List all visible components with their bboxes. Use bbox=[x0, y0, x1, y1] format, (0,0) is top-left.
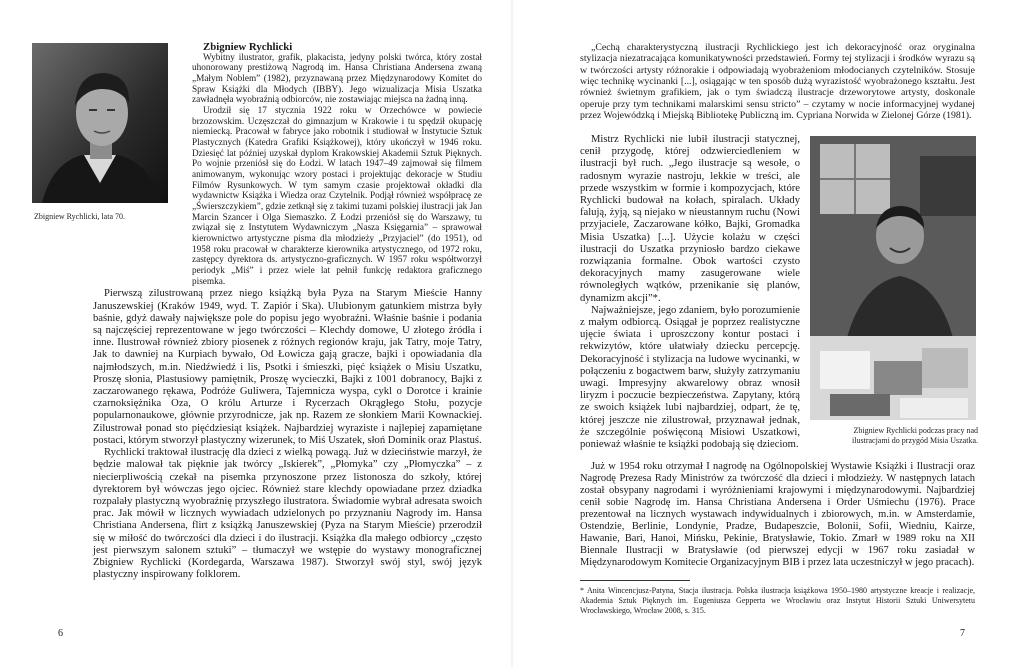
working-photo-caption: Zbigniew Rychlicki podczas pracy nad ilustracjami do przygód Misia Uszatka. bbox=[852, 426, 978, 445]
paragraph: Najważniejsze, jego zdaniem, było porozumienie z małym odbiorcą. Osiągał je poprzez realistyczne ujęcie świata i uproszczony kontur postaci i rekwizytów, które ułatwiały dziecku percepcję. Dekoracyjność i stylizacja na ludowe wycinanki, w połączeniu z bogactwem barw, służyły zatrzymaniu uwagi. Impresyjny akwarelowy obraz wnosił liryzm i poczucie bezpieczeństwa. Zapytany, którą ze swoich książek lubi najbardziej, odpart, że tę, której jeszcze nie zilustrował, przyznawał jednak, że szczególnie poświęconą Misiowi Uszatkowi, ponieważ właśnie te książki podobają się dzieciom. bbox=[580, 304, 800, 451]
page-number-left: 6 bbox=[58, 628, 63, 639]
footnote: * Anita Wincencjusz-Patyna, Stacja ilustracja. Polska ilustracja książkowa 1950–1980 artystyczne kreacje i realizacje, Akademia Sztuk Pięknych im. Eugeniusza Gepperta we Wrocławiu oraz Instytut Historii Sztuki Uniwersytetu Wrocławskiego, Wrocław 2008, s. 315. bbox=[580, 586, 975, 615]
paragraph: Urodził się 17 stycznia 1922 roku w Orzechówce w powiecie brzozowskim. Uczęszczał do gimnazjum w Krakowie i tu spędził okupację niemiecką. Pracował w fabryce jako robotnik i studiował w Instytucie Sztuk Plastycznych (Katedra Grafiki Książkowej), który ukończył w 1946 roku. Dziesięć lat później uzyskał dyplom Krakowskiej Akademii Sztuk Pięknych. Po wojnie przeniósł się do Łodzi. W latach 1947–49 zajmował się filmem animowanym, wykonując wzory postaci i projektując dekoracje w Studiu Filmów Rysunkowych. W tym samym czasie projektował okładki dla wydawnictw Książka i Wiedza oraz Czytelnik. Podjął również współpracę ze „Świerszczykiem”, gdzie zetknął się z takimi tuzami polskiej ilustracji jak Jan Marcin Szancer i Olga Siemaszko. Z Łodzi przeniósł się do Warszawy, tu związał się z Instytutem Wydawniczym „Nasza Księgarnia” – sprawował kierownictwo artystyczne pisma dla młodzieży „Przyjaciel” (do 1951), od 1958 roku pracował w charakterze kierownika artystycznego, od 1972 roku, zastępcy dyrektora ds. artystyczno-graficznych. W 1957 roku współtworzył periodyk „Miś” i przez wiele lat pełnił funkcję redaktora graficznego pisemka. bbox=[192, 106, 482, 287]
right-body-bottom bbox=[580, 461, 975, 569]
portrait-caption: Zbigniew Rychlicki, lata 70. bbox=[34, 212, 125, 221]
page-number-right: 7 bbox=[960, 628, 965, 639]
paragraph: „Cechą charakterystyczną ilustracji Rychlickiego jest ich dekoracyjność oraz oryginalna stylizacja niezatracająca komunikatywności przedstawień. Formy tej stylizacji i środków wyrazu są w twórczości artysty różnorakie i odpowiadają wyobrażeniom młodocianych czytelników. Stosuje więc technikę wycinanki [...], osiągając w ten sposób dużą wyrazistość wyobrażonego kształtu. Jest również świetnym grafikiem, jak o tym świadczą ilustracje drzeworytowe artysty, doskonale operuje przy tym technikami malarskimi sensu stricto” – czytamy w nocie informacyjnej wydanej przez Wojewódzką i Miejską Bibliotekę Publiczną im. Cypriana Norwida w Zielonej Górze (1981). bbox=[580, 42, 975, 122]
paragraph: Rychlicki traktował ilustrację dla dzieci z wielką powagą. Już w dzieciństwie marzył, że będzie malował tak pięknie jak twórcy „Iskierek”, „Płomyka” czy „Płomyczka” – z niecierpliwością czekał na pisemka przynoszone przez listonosza do szkoły, której dyrektorem był wówczas jego ojciec. Również stare klechdy opowiadane przez dziadka rozpalały plastyczną wyobraźnię przyszłego ilustratora. Świadomie wybrał adresata swoich prac. Jak mówił w licznych wywiadach udzielonych po przyznaniu Nagrody im. Hansa Christiana Andersena, flirt z książką Januszewskiej (Pyza na Starym Mieście) przerodził się w miłość do twórczości dla dzieci i do ilustracji. Książka dla małego odbiorcy „często jest pierwszym salonem sztuki” – tłumaczył we wstępie do wystawy monograficznej Zbigniew Rychlicki (Kordegarda, Warszawa 1987). Stworzył swój styl, swój język plastyczny inspirowany folklorem. bbox=[93, 447, 482, 581]
right-body-narrow bbox=[580, 134, 800, 451]
right-body-top bbox=[580, 42, 975, 121]
portrait-illustration bbox=[32, 43, 168, 203]
right-page bbox=[512, 0, 1024, 667]
working-photo bbox=[810, 136, 976, 420]
paragraph: Wybitny ilustrator, grafik, plakacista, jedyny polski twórca, który został uhonorowany prestiżową Nagrodą im. Hansa Christiana Andersena zwaną „Małym Noblem” (1982), przyznawaną przez Międzynarodowy Komitet do Spraw Książki dla Młodych (IBBY). Jego wizualizacja Misia Uszatka zawładnęła wyobraźnią odbiorców, nie zostawiając miejsca na żadną inną. bbox=[192, 52, 482, 106]
left-body-text bbox=[192, 42, 482, 287]
paragraph: Pierwszą zilustrowaną przez niego książką była Pyza na Starym Mieście Hanny Januszewskiej (Kraków 1949, wyd. T. Zapiór i Ska). Ulubionym gatunkiem mistrza były baśnie, gdyż dawały największe pole do popisu jego wyobraźni. Właśnie baśnie i podania są najczęściej reprezentowane w jego twórczości – Klechdy domowe, U złotego źródła i inne. Ilustrował również zbiory piosenek z różnych regionów kraju, jak Tatry, moje Tatry, Jak to dawniej na Kurpiach bywało, Od Łowicza gają gracze, bajki i opowiadania dla najmłodszych, m.in. Niedźwiedź i lis, Psotki i śmieszki, pięć książek o Misiu Uszatku, Proszę słonia, Plastusiowy pamiętnik, Proszę wycieczki, Bajki z 1001 dobranocy, Bajki z zaczarowanego rękawa, Podróże Guliwera, Tajemnicza wyspa, cykl o Dorotce i krainie czarnoksiężnika Oza, O królu Arturze i Rycerzach Okrągłego Stołu, pozycje popularnonaukowe, głównie przyrodnicze, jak np. Razem ze słonkiem Marii Kownackiej. Zilustrował ponad sto pięćdziesiąt książek. Najbardziej wyraziste i najlepiej zapamiętane postaci, którym stworzył plastyczny wizerunek, to Miś Uszatek, słoń Dominik oraz Plastuś. bbox=[93, 288, 482, 446]
article-title: Zbigniew Rychlicki bbox=[203, 41, 293, 53]
portrait-photo bbox=[32, 43, 168, 203]
footnote-rule bbox=[580, 580, 690, 581]
paragraph: Już w 1954 roku otrzymał I nagrodę na Ogólnopolskiej Wystawie Książki i Ilustracji oraz Nagrodę Prezesa Rady Ministrów za twórczość dla dzieci i młodzieży. W następnych latach został obsypany nagrodami i wyróżnieniami krajowymi i międzynarodowymi. Najbardziej cenił sobie Nagrodę im. Hansa Christiana Andersena i Order Uśmiechu (1976). Prace prezentował na licznych wystawach indywidualnych i zbiorowych, m.in. w Amsterdamie, Ostendzie, Berlinie, Londynie, Pradze, Budapeszcie, Bolonii, Sofii, Wiedniu, Kairze, Hawanie, Bari, Hanoi, Mińsku, Pekinie, Bratysławie, Tokio. Zmarł w 1989 roku na XII Biennale Ilustracji w Bratysławie (od pierwszej edycji w 1967 roku zasiadał w Międzynarodowym Komitecie Organizacyjnym BIB i przez lata uczestniczył w jego pracach). bbox=[580, 461, 975, 569]
paragraph: Mistrz Rychlicki nie lubił ilustracji statycznej, cenił przygodę, której odzwierciedleniem w ilustracji był ruch. „Jego ilustracje są wesołe, o radosnym wyrazie nastroju, lekkie w treści, ale przede wszystkim w formie i kompozycjach, które Rychlicki budował na kołach, spiralach. Układy falują, żyją, są niejako w nieustannym ruchu (Nowi przyjaciele, Zaczarowane kółko, Bajki, Gromadka Misia Uszatka) [...]. Użycie kolażu w części ilustracji do Uszatka przyniosło bardzo ciekawe rozwiązania formalne. Obok wartości czysto dekoracyjnych mamy zasugerowane wiele równoległych wątków, przenikanie się planów, dynamizm akcji”*. bbox=[580, 134, 800, 304]
left-body-text-wide bbox=[93, 288, 482, 581]
working-illustration bbox=[810, 136, 976, 420]
